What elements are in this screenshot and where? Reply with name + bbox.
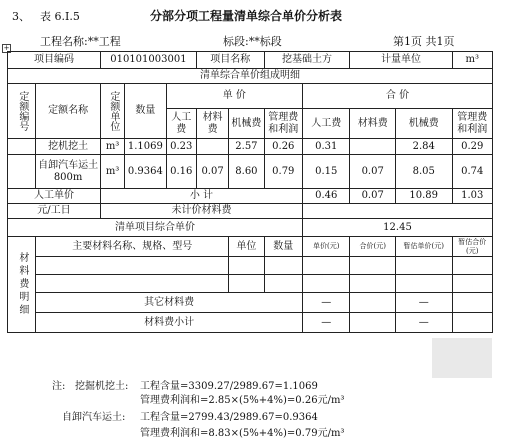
mat-cell xyxy=(302,275,349,293)
project-name-label: 工程名称: xyxy=(40,35,88,48)
table-number: 表 6.Ⅰ.5 xyxy=(40,10,80,23)
document-title: 分部分项工程量清单综合单价分析表 xyxy=(150,9,343,23)
row2-unit: m³ xyxy=(100,155,124,189)
composition-header: 清单综合单价组成明细 xyxy=(8,69,493,84)
unit-price-analysis-table xyxy=(7,51,493,333)
subtotal-labor: 0.46 xyxy=(302,189,349,204)
row2-qty: 0.9364 xyxy=(125,155,166,189)
note1-line1: 工程含量=3309.27/2989.67=1.1069 xyxy=(140,381,318,392)
other-material-cell xyxy=(350,293,395,313)
sub-material: 材料费 xyxy=(196,109,228,139)
note1-head: 挖掘机挖土: xyxy=(75,381,129,392)
note2-line1: 工程含量=2799.43/2989.67=0.9364 xyxy=(140,412,318,423)
table-row xyxy=(8,237,493,257)
mat-unit-price: 单价(元) xyxy=(302,237,349,257)
subtotal-mgmt: 1.03 xyxy=(452,189,492,204)
mat-est-total: 暂估合价(元) xyxy=(452,237,492,257)
mat-unit: 单位 xyxy=(229,237,264,257)
note-prefix: 注: xyxy=(52,381,66,392)
mat-cell xyxy=(229,257,264,275)
row1-mgmt: 0.26 xyxy=(264,139,302,155)
note1-line2: 管理费利润和=2.85×(5%+4%)=0.26元/m³ xyxy=(140,395,345,406)
col-quota-code-text: 定额编号 xyxy=(16,91,28,131)
sub-mgmt: 管理费和利润 xyxy=(264,109,302,139)
sub-mgmt-total: 管理费和利润 xyxy=(452,109,492,139)
project-name-value: **工程 xyxy=(87,35,121,48)
other-material-dash: — xyxy=(302,293,349,313)
bid-section-label: 标段: xyxy=(223,35,249,48)
name-label: 项目名称 xyxy=(196,52,264,69)
row2-code xyxy=(8,155,36,189)
per-day-label: 元/工日 xyxy=(8,204,101,219)
other-material-label: 其它材料费 xyxy=(36,293,303,313)
sub-labor: 人工费 xyxy=(166,109,196,139)
col-total: 合 价 xyxy=(302,84,492,109)
row2-mgmt: 0.79 xyxy=(264,155,302,189)
col-quota-unit-text: 定额单位 xyxy=(107,91,119,131)
row1-code xyxy=(8,139,36,155)
composite-label: 清单项目综合单价 xyxy=(8,219,303,237)
material-subtotal-cell xyxy=(350,313,395,333)
subtotal-machine: 10.89 xyxy=(395,189,452,204)
table-row xyxy=(8,69,493,84)
material-side-text: 材料费明细 xyxy=(16,252,28,317)
material-subtotal-label: 材料费小计 xyxy=(36,313,303,333)
row1-total-mgmt: 0.29 xyxy=(452,139,492,155)
mat-est-unit: 暂估单价(元) xyxy=(395,237,452,257)
mat-row-blank xyxy=(36,275,229,293)
code-label: 项目编码 xyxy=(8,52,101,69)
mat-row-blank xyxy=(36,257,229,275)
table-row xyxy=(8,275,493,293)
mat-cell xyxy=(264,275,302,293)
table-row xyxy=(8,84,493,109)
table-row xyxy=(8,52,493,69)
unit-value: m³ xyxy=(452,52,492,69)
bid-section xyxy=(223,33,282,49)
row2-total-labor: 0.15 xyxy=(302,155,349,189)
col-quota-unit xyxy=(100,84,124,139)
material-side-label xyxy=(8,237,36,333)
row1-qty: 1.1069 xyxy=(125,139,166,155)
table-row xyxy=(8,257,493,275)
table-row xyxy=(8,293,493,313)
scan-smudge xyxy=(432,338,492,378)
row1-unit: m³ xyxy=(100,139,124,155)
row2-name: 自卸汽车运土 800m xyxy=(36,155,101,189)
mat-cell xyxy=(452,275,492,293)
name-value: 挖基础土方 xyxy=(264,52,350,69)
project-name xyxy=(40,33,121,49)
row1-total-machine: 2.84 xyxy=(395,139,452,155)
row2-total-machine: 8.05 xyxy=(395,155,452,189)
other-material-cell xyxy=(452,293,492,313)
table-row xyxy=(8,313,493,333)
sub-machine-total: 机械费 xyxy=(395,109,452,139)
page-info: 第1页 共1页 xyxy=(393,35,455,48)
labor-unit-price-label: 人工单价 xyxy=(8,189,101,204)
row2-labor: 0.16 xyxy=(166,155,196,189)
material-subtotal-dash: — xyxy=(395,313,452,333)
row2-machine: 8.60 xyxy=(229,155,264,189)
table-row xyxy=(8,155,493,189)
row1-total-labor: 0.31 xyxy=(302,139,349,155)
mat-cell xyxy=(350,275,395,293)
material-subtotal-dash: — xyxy=(302,313,349,333)
table-row xyxy=(8,204,493,219)
row1-total-material xyxy=(350,139,395,155)
row2-total-material: 0.07 xyxy=(350,155,395,189)
sub-material-total: 材料费 xyxy=(350,109,395,139)
other-material-dash: — xyxy=(395,293,452,313)
unit-label: 计量单位 xyxy=(350,52,452,69)
mat-cell xyxy=(395,257,452,275)
table-row xyxy=(8,219,493,237)
material-subtotal-cell xyxy=(452,313,492,333)
table-row xyxy=(8,139,493,155)
col-qty: 数量 xyxy=(125,84,166,139)
table-row xyxy=(8,189,493,204)
sub-labor-total: 人工费 xyxy=(302,109,349,139)
unpriced-material-label: 未计价材料费 xyxy=(100,204,302,219)
note2-line2: 管理费利润和=8.83×(5%+4%)=0.79元/m³ xyxy=(140,428,345,439)
unpriced-material-value xyxy=(302,204,492,219)
col-unit-price: 单 价 xyxy=(166,84,302,109)
bid-section-value: **标段 xyxy=(248,35,282,48)
mat-cell xyxy=(229,275,264,293)
mat-cell xyxy=(302,257,349,275)
mat-name-spec: 主要材料名称、规格、型号 xyxy=(36,237,229,257)
col-quota-name: 定额名称 xyxy=(36,84,101,139)
row1-name: 挖机挖土 xyxy=(36,139,101,155)
mat-total-price: 合价(元) xyxy=(350,237,395,257)
row1-material xyxy=(196,139,228,155)
composite-value: 12.45 xyxy=(302,219,492,237)
subtotal-label: 小 计 xyxy=(100,189,302,204)
row1-machine: 2.57 xyxy=(229,139,264,155)
col-quota-code xyxy=(8,84,36,139)
row2-total-mgmt: 0.74 xyxy=(452,155,492,189)
mat-qty: 数量 xyxy=(264,237,302,257)
sub-machine: 机械费 xyxy=(229,109,264,139)
mat-cell xyxy=(264,257,302,275)
section-number: 3、 xyxy=(12,10,30,23)
row2-material: 0.07 xyxy=(196,155,228,189)
code-value: 010101003001 xyxy=(100,52,196,69)
note2-head: 自卸汽车运土: xyxy=(62,412,126,423)
table-move-handle-icon[interactable]: + xyxy=(3,44,10,52)
mat-cell xyxy=(452,257,492,275)
subtotal-material: 0.07 xyxy=(350,189,395,204)
mat-cell xyxy=(350,257,395,275)
mat-cell xyxy=(395,275,452,293)
row1-labor: 0.23 xyxy=(166,139,196,155)
